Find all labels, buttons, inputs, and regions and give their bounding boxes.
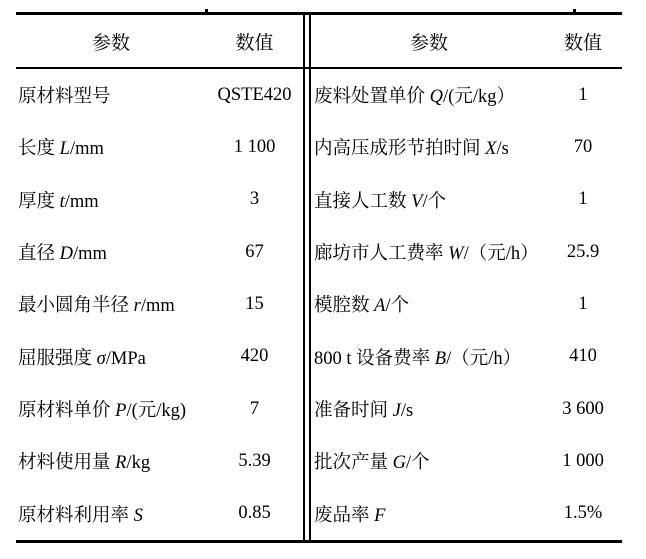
param-unit: /个	[406, 453, 430, 474]
param-label: 内高压成形节拍时间	[314, 139, 486, 160]
param-cell	[311, 239, 544, 265]
value-cell: 1 100	[233, 136, 276, 157]
param-unit: /(元/kg)	[126, 401, 187, 422]
param-label: 废品率	[314, 505, 375, 526]
param-cell	[16, 134, 206, 160]
table-row	[16, 69, 303, 121]
param-cell	[311, 187, 544, 213]
value-cell: 70	[573, 136, 593, 157]
value-cell: 15	[245, 293, 264, 314]
left-value-header: 数值	[235, 32, 274, 54]
right-header	[311, 15, 622, 67]
param-label: 直接人工数	[314, 191, 412, 212]
param-variable: F	[374, 505, 386, 526]
param-cell	[311, 448, 544, 474]
table-row	[16, 226, 303, 278]
left-header	[16, 15, 303, 67]
table-row	[311, 435, 622, 487]
param-cell	[311, 396, 544, 422]
table-row	[311, 121, 622, 173]
param-label: 廊坊市人工费率	[314, 244, 449, 265]
param-variable: V	[411, 191, 423, 212]
param-label: 材料使用量	[18, 453, 116, 474]
left-param-header: 参数	[91, 32, 130, 54]
value-cell: QSTE420	[217, 84, 292, 105]
param-unit: /个	[385, 296, 410, 317]
param-cell	[311, 82, 544, 108]
table-row	[16, 278, 303, 330]
table-row	[311, 331, 622, 383]
table-row	[16, 435, 303, 487]
table-row	[311, 278, 622, 330]
param-label: 废料处置单价	[314, 87, 430, 108]
param-cell	[16, 448, 206, 474]
param-cell	[16, 187, 206, 213]
param-variable: B	[434, 348, 447, 369]
param-cell	[16, 82, 206, 108]
param-unit: /mm	[69, 139, 104, 160]
param-label: 原材料单价	[18, 401, 116, 422]
value-cell: 3 600	[562, 398, 604, 419]
param-variable: R	[115, 453, 127, 474]
param-variable: D	[59, 244, 74, 265]
right-param-header: 参数	[409, 32, 448, 54]
param-unit: /（元/h）	[446, 348, 522, 369]
column-tick-left	[205, 9, 208, 15]
param-label: 批次产量	[314, 453, 393, 474]
left-half-table	[16, 69, 303, 540]
param-variable: W	[448, 244, 464, 265]
right-value-header: 数值	[563, 32, 602, 54]
table-row	[311, 383, 622, 435]
param-unit: /mm	[140, 296, 175, 317]
value-cell: 67	[245, 241, 264, 262]
value-cell: 1	[578, 84, 588, 105]
table-row	[311, 226, 622, 278]
value-cell: 3	[249, 189, 260, 210]
param-unit: /个	[422, 191, 447, 212]
param-variable: L	[59, 139, 70, 160]
table-row	[16, 331, 303, 383]
param-unit: /MPa	[105, 348, 146, 369]
table-row	[311, 488, 622, 540]
param-label: 800 t 设备费率	[314, 348, 435, 369]
param-cell	[311, 344, 544, 370]
param-cell	[16, 396, 206, 422]
param-label: 原材料利用率	[18, 505, 134, 526]
parameters-table	[16, 12, 622, 543]
table-body-band	[16, 69, 622, 540]
value-cell: 7	[249, 398, 260, 419]
value-cell: 420	[240, 346, 269, 367]
param-cell	[311, 501, 544, 527]
param-unit: /s	[496, 139, 509, 160]
param-unit: /s	[400, 401, 414, 422]
param-cell	[16, 291, 206, 317]
table-row	[16, 488, 303, 540]
table-row	[311, 174, 622, 226]
table-row	[311, 69, 622, 121]
param-variable: P	[115, 401, 127, 422]
param-unit: /mm	[64, 191, 99, 212]
right-half-table	[311, 69, 622, 540]
value-cell: 1.5%	[563, 503, 603, 524]
value-cell: 410	[569, 346, 597, 367]
value-cell: 0.85	[238, 503, 271, 524]
param-cell	[311, 291, 544, 317]
param-variable: G	[392, 453, 407, 474]
param-label: 厚度	[18, 191, 60, 212]
param-unit: /mm	[73, 244, 107, 265]
table-row	[16, 383, 303, 435]
param-label: 原材料型号	[18, 87, 111, 108]
param-variable: t	[59, 191, 65, 212]
param-variable: J	[392, 401, 401, 422]
param-variable: S	[133, 505, 143, 526]
param-label: 模腔数	[314, 296, 375, 317]
param-label: 直径	[18, 244, 60, 265]
param-variable: A	[374, 296, 386, 317]
param-unit: /（元/h）	[463, 244, 539, 265]
param-cell	[16, 501, 206, 527]
param-label: 最小圆角半径	[18, 296, 134, 317]
param-variable: r	[133, 296, 141, 317]
param-cell	[16, 344, 206, 370]
table-row	[16, 121, 303, 173]
value-cell: 25.9	[566, 241, 600, 262]
param-variable: X	[485, 139, 497, 160]
param-unit: /kg	[126, 453, 151, 474]
param-unit: /(元/kg）	[443, 87, 515, 108]
table-header-band	[16, 15, 622, 69]
table-row	[16, 174, 303, 226]
param-label: 准备时间	[314, 401, 393, 422]
param-variable: σ	[96, 348, 106, 369]
param-variable: Q	[429, 87, 444, 108]
param-cell	[16, 239, 206, 265]
center-double-rule	[303, 15, 311, 540]
value-cell: 5.39	[238, 450, 271, 471]
param-label: 屈服强度	[18, 348, 97, 369]
param-label: 长度	[18, 139, 60, 160]
column-tick-right	[573, 9, 576, 15]
value-cell: 1	[578, 293, 588, 314]
param-cell	[311, 134, 544, 160]
value-cell: 1 000	[562, 450, 604, 471]
value-cell: 1	[578, 189, 588, 210]
